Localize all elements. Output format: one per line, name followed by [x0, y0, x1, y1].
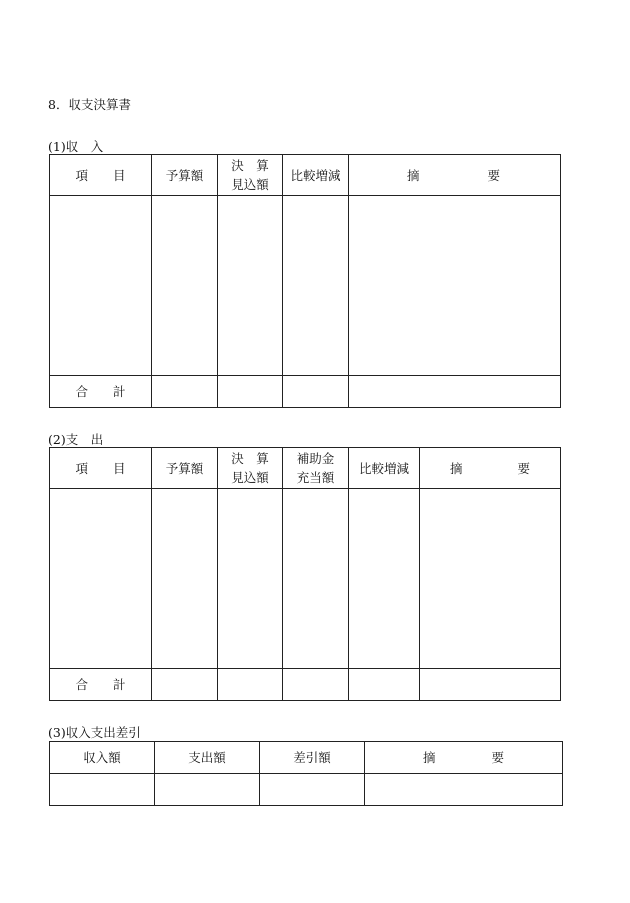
expense-total-budget[interactable]: [152, 669, 218, 701]
expense-cell-settlement[interactable]: [218, 489, 283, 669]
expense-cell-remarks[interactable]: [420, 489, 561, 669]
expense-header-settlement: 決 算 見込額: [218, 448, 283, 489]
income-header-compare: 比較増減: [283, 155, 349, 196]
income-cell-item[interactable]: [50, 196, 152, 376]
income-cell-remarks[interactable]: [349, 196, 561, 376]
income-header-settlement: 決 算 見込額: [218, 155, 283, 196]
expense-header-row: [50, 448, 561, 489]
balance-header-income: 収入額: [50, 742, 155, 774]
income-total-compare[interactable]: [283, 376, 349, 408]
income-title: (1)収 入: [48, 139, 104, 154]
balance-title: (3)収入支出差引: [48, 725, 141, 740]
expense-total-remarks[interactable]: [420, 669, 561, 701]
expense-cell-compare[interactable]: [349, 489, 420, 669]
balance-cell-expense[interactable]: [155, 774, 260, 806]
expense-title: (2)支 出: [48, 432, 104, 447]
balance-cell-income[interactable]: [50, 774, 155, 806]
expense-body-row: [50, 489, 561, 669]
income-cell-budget[interactable]: [152, 196, 218, 376]
balance-cell-difference[interactable]: [260, 774, 365, 806]
income-total-remarks[interactable]: [349, 376, 561, 408]
balance-body-row: [50, 774, 563, 806]
balance-header-difference: 差引額: [260, 742, 365, 774]
income-total-budget[interactable]: [152, 376, 218, 408]
income-header-budget: 予算額: [152, 155, 218, 196]
expense-cell-item[interactable]: [50, 489, 152, 669]
income-cell-settlement[interactable]: [218, 196, 283, 376]
income-cell-compare[interactable]: [283, 196, 349, 376]
income-header-row: [50, 155, 561, 196]
balance-table: [49, 741, 563, 806]
expense-header-item: 項 目: [50, 448, 152, 489]
expense-total-subsidy[interactable]: [283, 669, 349, 701]
income-total-settlement[interactable]: [218, 376, 283, 408]
income-body-row: [50, 196, 561, 376]
expense-cell-subsidy[interactable]: [283, 489, 349, 669]
income-total-row: [50, 376, 561, 408]
expense-header-budget: 予算額: [152, 448, 218, 489]
income-total-label: 合 計: [50, 376, 152, 408]
balance-header-expense: 支出額: [155, 742, 260, 774]
income-table: [49, 154, 561, 408]
balance-header-row: [50, 742, 563, 774]
expense-cell-budget[interactable]: [152, 489, 218, 669]
expense-total-label: 合 計: [50, 669, 152, 701]
expense-header-subsidy: 補助金 充当額: [283, 448, 349, 489]
balance-cell-remarks[interactable]: [365, 774, 563, 806]
expense-header-compare: 比較増減: [349, 448, 420, 489]
expense-total-row: [50, 669, 561, 701]
expense-table: [49, 447, 561, 701]
income-header-remarks: 摘 要: [349, 155, 561, 196]
section-title: 8．収支決算書: [48, 97, 131, 112]
expense-header-remarks: 摘 要: [420, 448, 561, 489]
income-header-item: 項 目: [50, 155, 152, 196]
balance-header-remarks: 摘 要: [365, 742, 563, 774]
expense-total-settlement[interactable]: [218, 669, 283, 701]
expense-total-compare[interactable]: [349, 669, 420, 701]
